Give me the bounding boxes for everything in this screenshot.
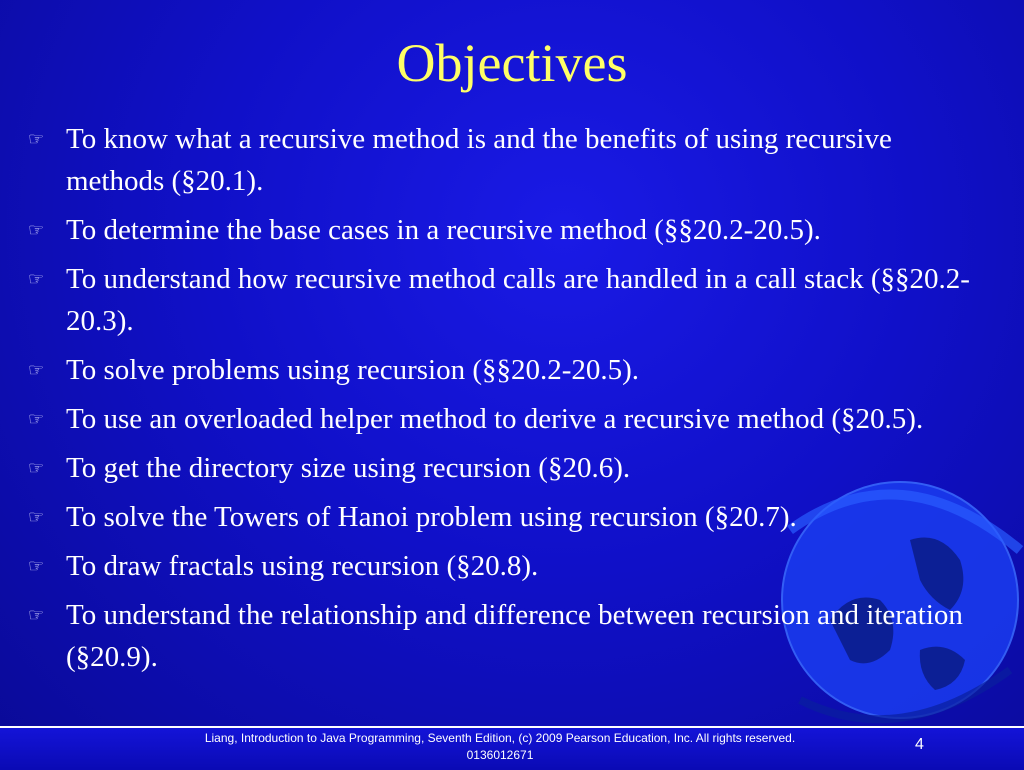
bullet-text: To get the directory size using recursion (§20.6). xyxy=(66,452,631,484)
pointing-hand-icon: ☞ xyxy=(28,507,45,527)
slide-title: Objectives xyxy=(396,33,628,93)
bullet-text: To understand how recursive method calls are handled in a call stack (§§20.2-20.3). xyxy=(66,263,970,337)
list-item xyxy=(26,118,986,202)
pointing-hand-icon: ☞ xyxy=(28,556,45,576)
pointing-hand-icon: ☞ xyxy=(28,605,45,625)
pointing-hand-icon: ☞ xyxy=(28,129,45,149)
page-number: 4 xyxy=(915,736,924,753)
bullet-text: To draw fractals using recursion (§20.8). xyxy=(66,550,539,582)
list-item xyxy=(26,594,986,678)
slide-footer xyxy=(0,726,1024,770)
bullet-text: To solve problems using recursion (§§20.2-20.5). xyxy=(66,354,640,386)
bullet-text: To use an overloaded helper method to derive a recursive method (§20.5). xyxy=(66,403,924,435)
pointing-hand-icon: ☞ xyxy=(28,220,45,240)
list-item xyxy=(26,258,986,342)
bullet-text: To know what a recursive method is and the benefits of using recursive methods (§20.1). xyxy=(66,123,892,197)
pointing-hand-icon: ☞ xyxy=(28,409,45,429)
bullet-text: To determine the base cases in a recursive method (§§20.2-20.5). xyxy=(66,214,821,246)
pointing-hand-icon: ☞ xyxy=(28,458,45,478)
bullet-text: To solve the Towers of Hanoi problem using recursion (§20.7). xyxy=(66,501,797,533)
list-item xyxy=(26,398,986,440)
bullet-text: To understand the relationship and difference between recursion and iteration (§20.9). xyxy=(66,599,963,673)
footer-credit: Liang, Introduction to Java Programming, Seventh Edition, (c) 2009 Pearson Education, Inc. All rights reserved. 0136012671 xyxy=(204,731,796,762)
list-item xyxy=(26,545,986,587)
pointing-hand-icon: ☞ xyxy=(28,269,45,289)
list-item xyxy=(26,349,986,391)
list-item xyxy=(26,447,986,489)
pointing-hand-icon: ☞ xyxy=(28,360,45,380)
list-item xyxy=(26,209,986,251)
objectives-list xyxy=(26,118,986,685)
list-item xyxy=(26,496,986,538)
